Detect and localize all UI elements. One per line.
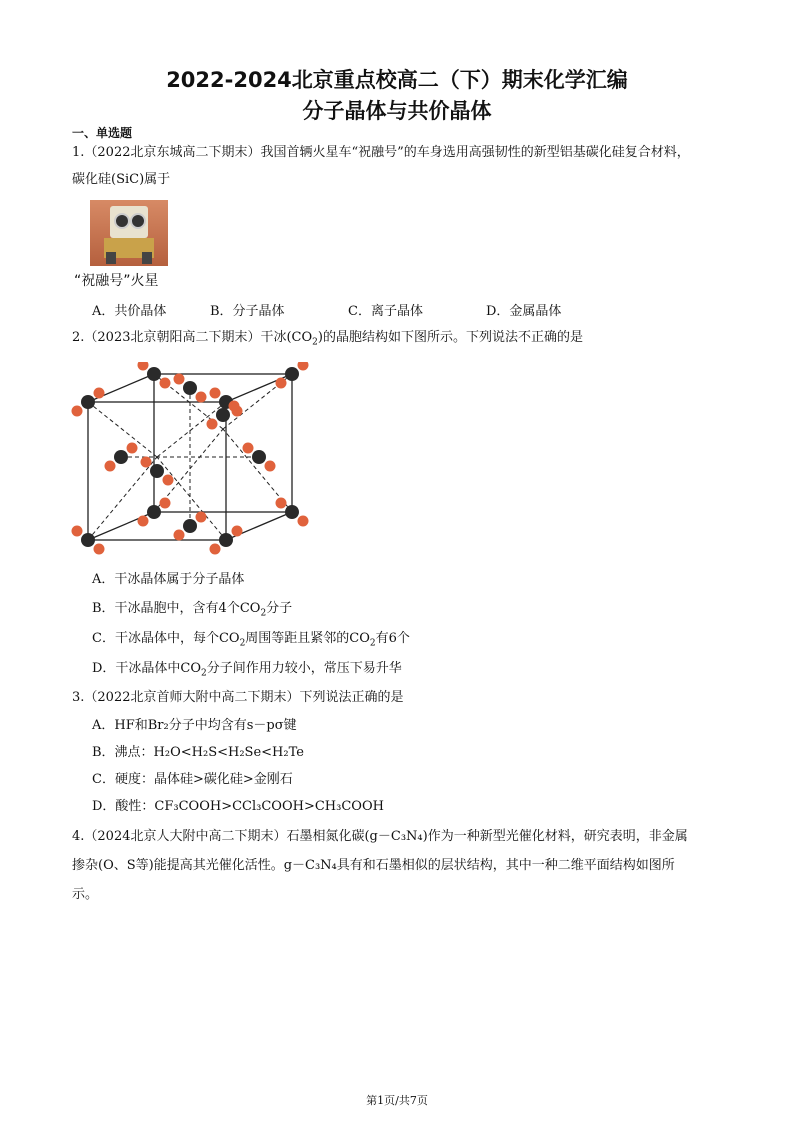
oxygen-atom [94, 544, 105, 555]
oxygen-atom [138, 516, 149, 527]
q1-option-a[interactable]: A．共价晶体 [92, 304, 167, 319]
oxygen-atom [72, 406, 83, 417]
carbon-atom [81, 533, 95, 547]
q1-stem-line1: 1.（2022北京东城高二下期末）我国首辆火星车“祝融号”的车身选用高强韧性的新型铝基碳化硅复合材料， [72, 145, 690, 160]
section-heading: 一、单选题 [72, 126, 133, 140]
q2-option-b[interactable]: B．干冰晶胞中，含有4个$CO_2$分子 [92, 601, 293, 619]
q3-stem: 3.（2022北京首师大附中高二下期末）下列说法正确的是 [72, 690, 404, 705]
oxygen-atom [243, 443, 254, 454]
q1-option-c[interactable]: C．离子晶体 [348, 304, 423, 319]
oxygen-atom [298, 362, 309, 371]
oxygen-atom [141, 457, 152, 468]
oxygen-atom [138, 362, 149, 371]
q2-option-d[interactable]: D．干冰晶体中$CO_2$分子间作用力较小，常压下易升华 [92, 661, 402, 679]
oxygen-atom [276, 378, 287, 389]
q2-stem: 2.（2023北京朝阳高二下期末）干冰$(CO_2)$的晶胞结构如下图所示。下列说法不正确的是 [72, 330, 583, 348]
carbon-atom [216, 408, 230, 422]
carbon-atom [147, 367, 161, 381]
q1-option-d[interactable]: D．金属晶体 [486, 304, 562, 319]
q3-option-d[interactable]: D．酸性：CF₃COOH>CCl₃COOH>CH₃COOH [92, 799, 384, 814]
oxygen-atom [210, 388, 221, 399]
carbon-atom [81, 395, 95, 409]
image-caption: “祝融号”火星 [74, 273, 159, 289]
carbon-atom [147, 505, 161, 519]
page-footer: 第1页/共7页 [366, 1094, 428, 1107]
q4-stem-line1: 4.（2024北京人大附中高二下期末）石墨相氮化碳(g－C₃N₄)作为一种新型光催化材料，研究表明，非金属 [72, 829, 688, 844]
oxygen-atom [174, 530, 185, 541]
oxygen-atom [265, 461, 276, 472]
q2-option-c[interactable]: C．干冰晶体中，每个$CO_2$周围等距且紧邻的$CO_2$有6个 [92, 631, 410, 649]
dry-ice-unit-cell-diagram [70, 362, 320, 562]
oxygen-atom [196, 512, 207, 523]
carbon-atom [252, 450, 266, 464]
oxygen-atom [207, 419, 218, 430]
oxygen-atom [105, 461, 116, 472]
oxygen-atom [174, 374, 185, 385]
carbon-atom [285, 505, 299, 519]
carbon-atom [150, 464, 164, 478]
page-subtitle: 分子晶体与共价晶体 [302, 99, 492, 123]
oxygen-atom [298, 516, 309, 527]
q4-stem-line3: 示。 [72, 887, 99, 902]
oxygen-atom [276, 498, 287, 509]
carbon-atom [285, 367, 299, 381]
carbon-atom [183, 519, 197, 533]
oxygen-atom [160, 498, 171, 509]
oxygen-atom [160, 378, 171, 389]
oxygen-atom [94, 388, 105, 399]
q4-stem-line2: 掺杂(O、S等)能提高其光催化活性。g－C₃N₄具有和石墨相似的层状结构，其中一种二维平面结构如图所 [72, 858, 675, 873]
oxygen-atom [210, 544, 221, 555]
oxygen-atom [196, 392, 207, 403]
oxygen-atom [229, 401, 240, 412]
oxygen-atom [163, 475, 174, 486]
rover-image [90, 200, 168, 266]
carbon-atom [219, 533, 233, 547]
carbon-atom [114, 450, 128, 464]
q3-option-b[interactable]: B．沸点：H₂O<H₂S<H₂Se<H₂Te [92, 745, 304, 760]
oxygen-atom [72, 526, 83, 537]
q2-option-a[interactable]: A．干冰晶体属于分子晶体 [92, 572, 245, 587]
page-title: 2022-2024北京重点校高二（下）期末化学汇编 [166, 68, 628, 92]
carbon-atom [183, 381, 197, 395]
q1-stem-line2: 碳化硅(SiC)属于 [72, 172, 171, 187]
q1-option-b[interactable]: B．分子晶体 [210, 304, 285, 319]
q3-option-a[interactable]: A．HF和Br₂分子中均含有s－pσ键 [92, 718, 297, 733]
q3-option-c[interactable]: C．硬度：晶体硅>碳化硅>金刚石 [92, 772, 293, 787]
oxygen-atom [232, 526, 243, 537]
oxygen-atom [127, 443, 138, 454]
